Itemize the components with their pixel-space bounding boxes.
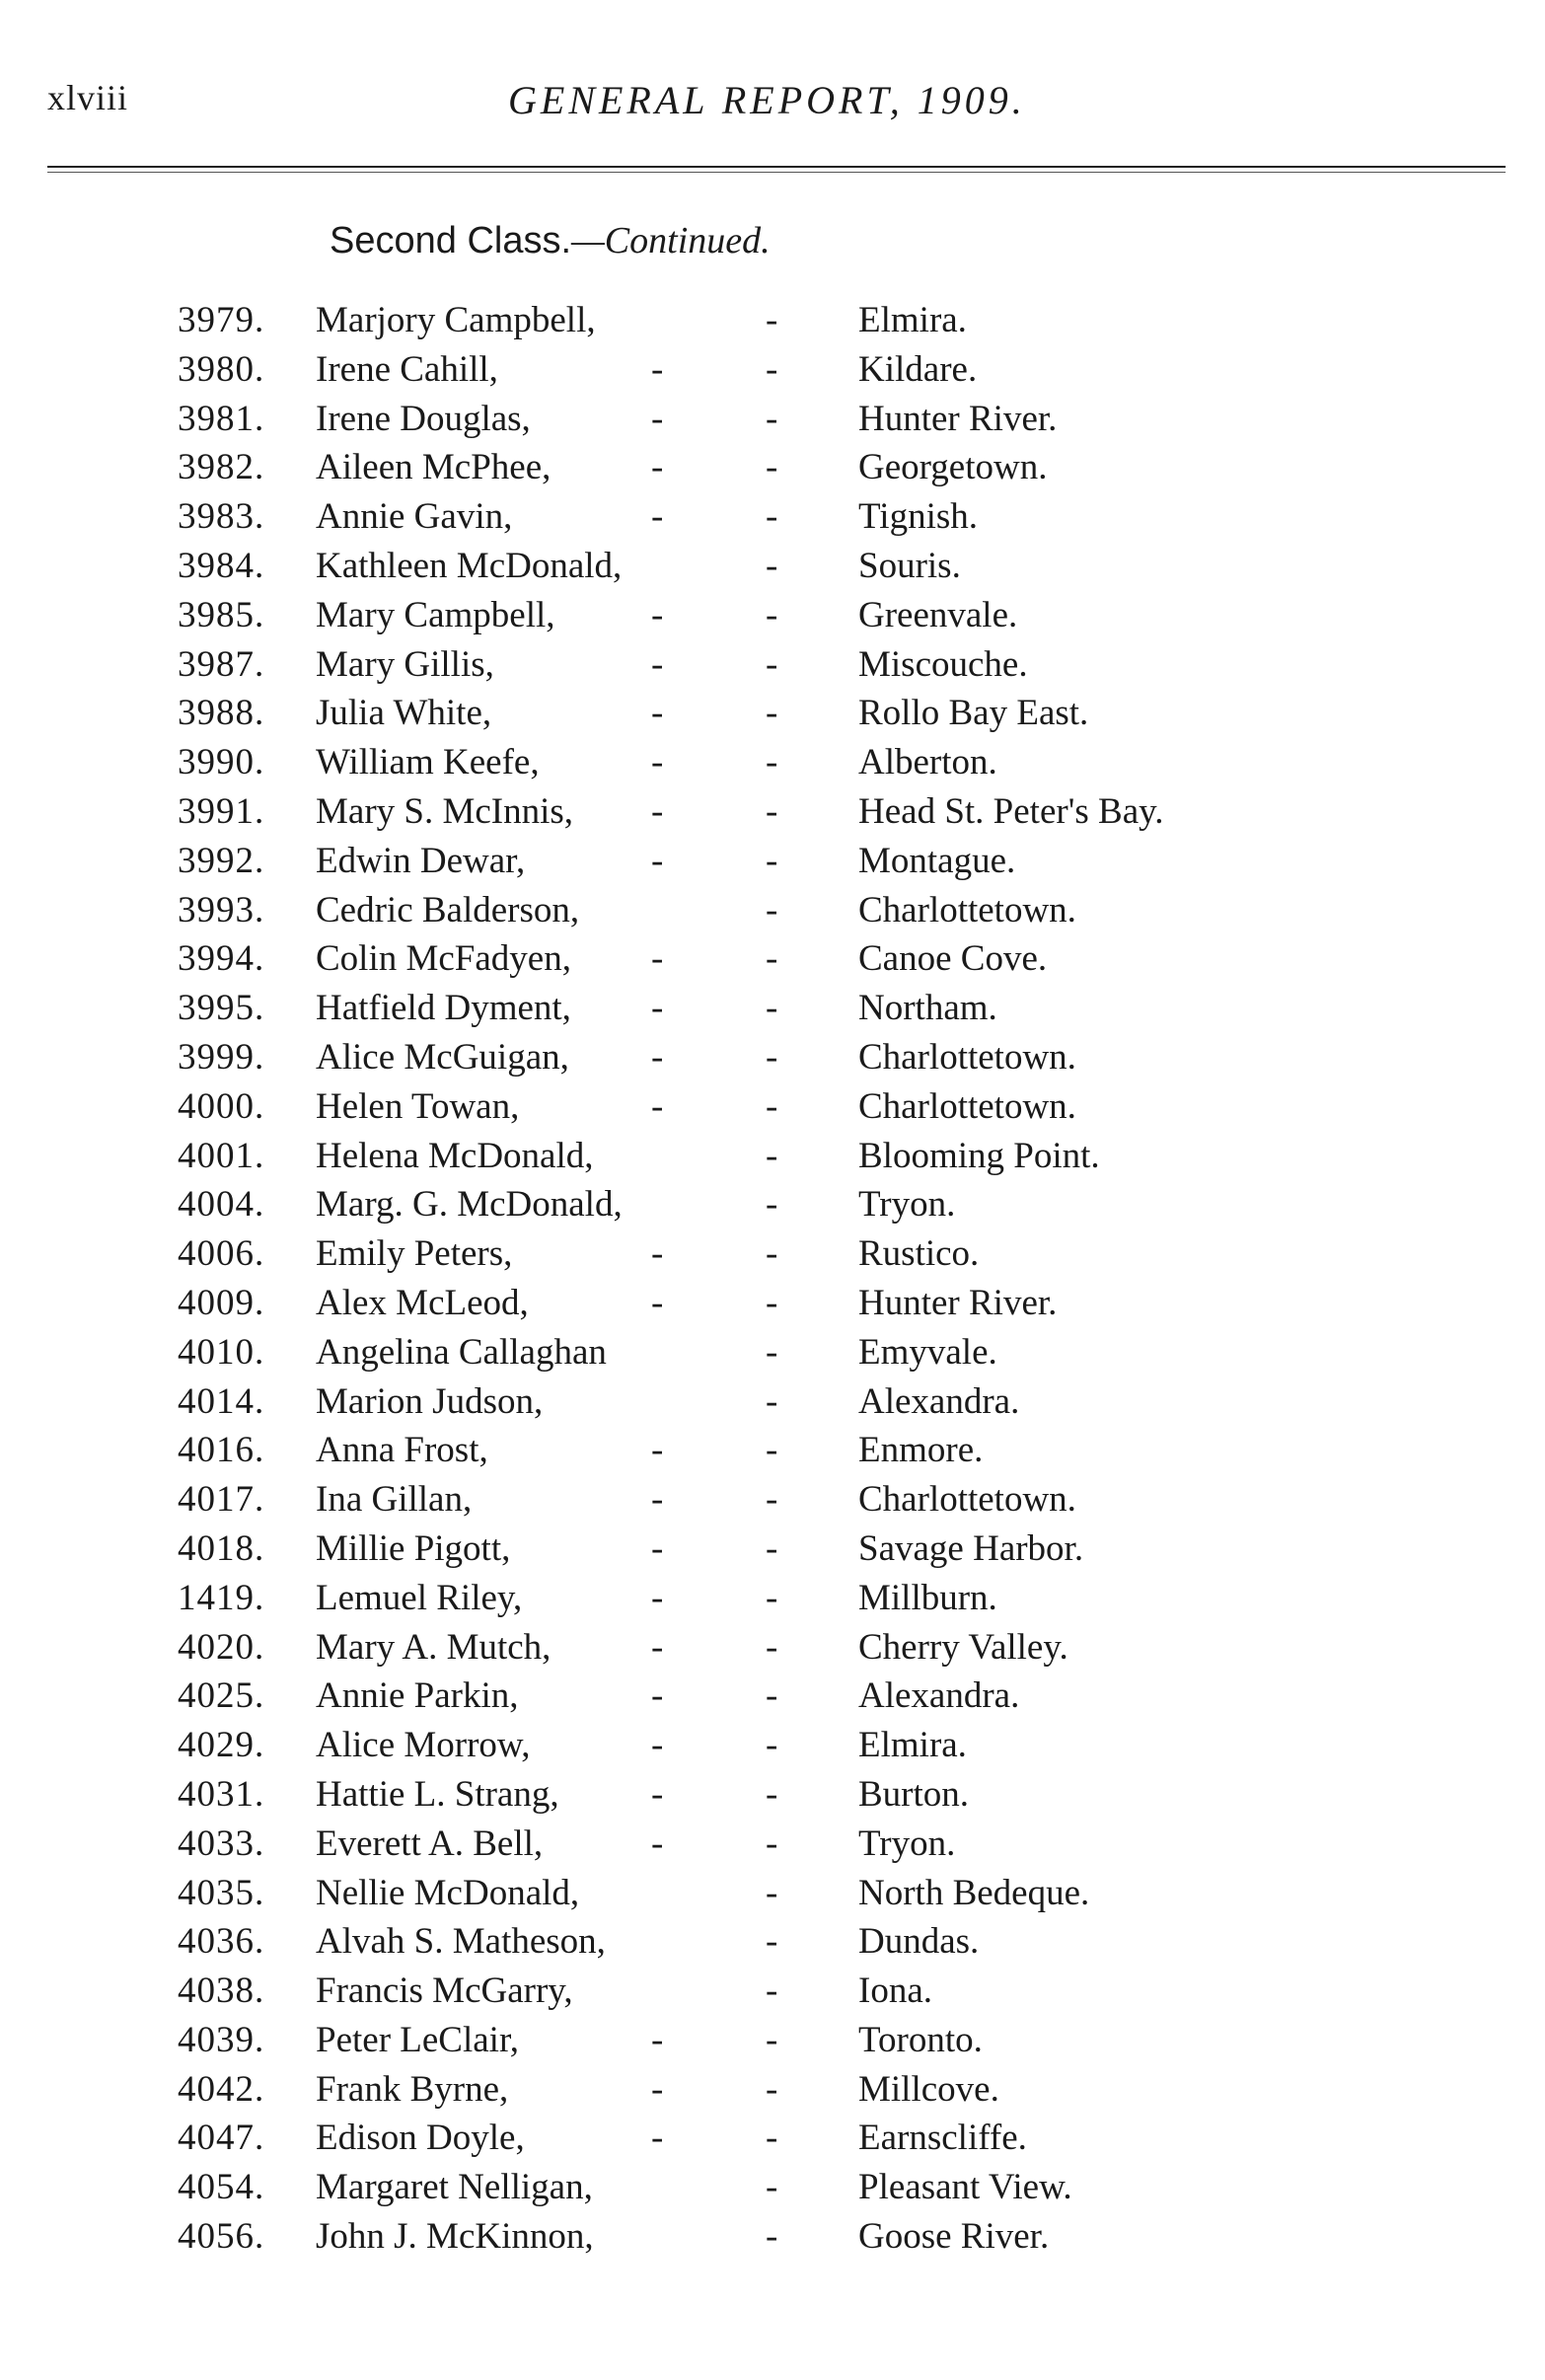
list-item bbox=[0, 1279, 1545, 1328]
entry-place: Alexandra. bbox=[858, 1380, 1020, 1422]
entry-number: 3991. bbox=[178, 790, 265, 832]
entry-dash: - bbox=[766, 889, 778, 930]
entry-place: Rustico. bbox=[858, 1233, 980, 1275]
entry-dash: - bbox=[766, 1872, 778, 1913]
list-item bbox=[0, 984, 1545, 1033]
entry-dash: - bbox=[766, 2118, 778, 2159]
entry-number: 3992. bbox=[178, 840, 265, 881]
entry-place: Head St. Peter's Bay. bbox=[858, 790, 1164, 832]
entry-name: Alice Morrow, bbox=[316, 1725, 531, 1766]
entry-number: 4029. bbox=[178, 1725, 265, 1766]
entry-dash: - bbox=[651, 1626, 664, 1668]
list-item bbox=[0, 1426, 1545, 1475]
entry-name: Marjory Campbell, bbox=[316, 300, 596, 340]
list-item bbox=[0, 395, 1545, 444]
entry-name: Mary Campbell, bbox=[316, 594, 555, 635]
entry-dash: - bbox=[766, 300, 778, 340]
entry-dash: - bbox=[766, 1971, 778, 2012]
entry-dash: - bbox=[651, 1577, 664, 1618]
entry-dash: - bbox=[766, 398, 778, 439]
entry-place: Greenvale. bbox=[858, 594, 1018, 635]
list-item bbox=[0, 443, 1545, 492]
list-item bbox=[0, 1869, 1545, 1918]
entry-number: 4016. bbox=[178, 1430, 265, 1471]
list-item bbox=[0, 492, 1545, 542]
list-item bbox=[0, 1770, 1545, 1820]
entry-name: Lemuel Riley, bbox=[316, 1577, 523, 1618]
entry-dash: - bbox=[651, 742, 664, 783]
entry-dash: - bbox=[766, 545, 778, 586]
entry-place: Georgetown. bbox=[858, 447, 1048, 488]
entry-name: Nellie McDonald, bbox=[316, 1872, 580, 1913]
entry-dash: - bbox=[766, 643, 778, 685]
entry-dash: - bbox=[766, 1675, 778, 1717]
entry-dash: - bbox=[766, 1527, 778, 1569]
entry-dash: - bbox=[766, 2167, 778, 2208]
entry-dash: - bbox=[766, 1331, 778, 1373]
list-item bbox=[0, 1475, 1545, 1525]
entry-dash: - bbox=[651, 496, 664, 538]
entry-dash: - bbox=[766, 1135, 778, 1176]
entry-dash: - bbox=[651, 1085, 664, 1127]
entry-number: 4004. bbox=[178, 1184, 265, 1226]
entry-name: Peter LeClair, bbox=[316, 2019, 520, 2060]
entry-dash: - bbox=[651, 1233, 664, 1275]
entry-place: Enmore. bbox=[858, 1430, 984, 1471]
entry-name: Annie Gavin, bbox=[316, 496, 513, 538]
running-title: GENERAL REPORT, 1909. bbox=[508, 78, 1026, 122]
entry-place: Kildare. bbox=[858, 348, 978, 390]
entry-number: 4018. bbox=[178, 1527, 265, 1569]
entry-name: Marg. G. McDonald, bbox=[316, 1184, 623, 1226]
entry-name: Angelina Callaghan bbox=[316, 1331, 607, 1373]
page-number: xlviii bbox=[47, 78, 129, 117]
entry-dash: - bbox=[651, 1822, 664, 1864]
entry-name: Edison Doyle, bbox=[316, 2118, 525, 2159]
entry-number: 4017. bbox=[178, 1479, 265, 1521]
list-item bbox=[0, 640, 1545, 690]
entry-number: 4054. bbox=[178, 2167, 265, 2208]
list-item bbox=[0, 2212, 1545, 2262]
entry-number: 4038. bbox=[178, 1971, 265, 2012]
entry-dash: - bbox=[766, 790, 778, 832]
entry-dash: - bbox=[651, 1527, 664, 1569]
list-item bbox=[0, 1967, 1545, 2016]
entry-dash: - bbox=[766, 1430, 778, 1471]
entry-name: Annie Parkin, bbox=[316, 1675, 519, 1717]
list-item bbox=[0, 542, 1545, 591]
entry-dash: - bbox=[766, 1085, 778, 1127]
entry-dash: - bbox=[651, 447, 664, 488]
entry-number: 3994. bbox=[178, 938, 265, 980]
entry-place: Tryon. bbox=[858, 1822, 956, 1864]
entry-name: Francis McGarry, bbox=[316, 1971, 573, 2012]
entry-name: Everett A. Bell, bbox=[316, 1822, 544, 1864]
list-item bbox=[0, 1132, 1545, 1181]
list-item bbox=[0, 2114, 1545, 2163]
entry-place: Alberton. bbox=[858, 742, 997, 783]
entry-place: Charlottetown. bbox=[858, 1479, 1076, 1521]
entry-number: 4020. bbox=[178, 1626, 265, 1668]
entry-place: Elmira. bbox=[858, 1725, 967, 1766]
entry-dash: - bbox=[651, 1479, 664, 1521]
entry-dash: - bbox=[651, 1282, 664, 1323]
entry-number: 4035. bbox=[178, 1872, 265, 1913]
list-item bbox=[0, 1672, 1545, 1721]
entry-dash: - bbox=[766, 742, 778, 783]
entry-place: North Bedeque. bbox=[858, 1872, 1090, 1913]
list-item bbox=[0, 886, 1545, 935]
entry-place: Tryon. bbox=[858, 1184, 956, 1226]
list-item bbox=[0, 1525, 1545, 1574]
entry-dash: - bbox=[766, 447, 778, 488]
list-item bbox=[0, 591, 1545, 640]
entry-dash: - bbox=[766, 2216, 778, 2258]
entry-number: 4039. bbox=[178, 2019, 265, 2060]
entry-dash: - bbox=[651, 643, 664, 685]
list-item bbox=[0, 296, 1545, 345]
section-heading bbox=[330, 219, 771, 262]
entry-place: Miscouche. bbox=[858, 643, 1028, 685]
entry-dash: - bbox=[651, 693, 664, 734]
entry-name: Edwin Dewar, bbox=[316, 840, 526, 881]
entry-number: 3990. bbox=[178, 742, 265, 783]
entry-dash: - bbox=[766, 1577, 778, 1618]
entry-dash: - bbox=[651, 1036, 664, 1078]
entry-dash: - bbox=[766, 1380, 778, 1422]
entry-dash: - bbox=[651, 348, 664, 390]
entry-number: 3988. bbox=[178, 693, 265, 734]
entry-number: 4042. bbox=[178, 2068, 265, 2110]
entry-dash: - bbox=[766, 1036, 778, 1078]
entry-number: 4056. bbox=[178, 2216, 265, 2258]
entry-place: Montague. bbox=[858, 840, 1016, 881]
list-item bbox=[0, 1328, 1545, 1377]
entry-place: Millcove. bbox=[858, 2068, 999, 2110]
entry-place: Hunter River. bbox=[858, 1282, 1058, 1323]
entry-place: Blooming Point. bbox=[858, 1135, 1100, 1176]
entry-place: Northam. bbox=[858, 988, 997, 1029]
entry-place: Iona. bbox=[858, 1971, 932, 2012]
page-header bbox=[0, 77, 1545, 136]
entry-dash: - bbox=[766, 1233, 778, 1275]
list-item bbox=[0, 689, 1545, 738]
entry-name: Marion Judson, bbox=[316, 1380, 544, 1422]
entry-dash: - bbox=[766, 1282, 778, 1323]
entry-place: Rollo Bay East. bbox=[858, 693, 1089, 734]
list-item bbox=[0, 1721, 1545, 1770]
entry-name: Hattie L. Strang, bbox=[316, 1773, 559, 1815]
entry-dash: - bbox=[766, 840, 778, 881]
entry-place: Savage Harbor. bbox=[858, 1527, 1084, 1569]
entry-dash: - bbox=[651, 1675, 664, 1717]
entry-place: Canoe Cove. bbox=[858, 938, 1048, 980]
entry-place: Tignish. bbox=[858, 496, 979, 538]
entry-dash: - bbox=[651, 1430, 664, 1471]
list-item bbox=[0, 1033, 1545, 1082]
entry-number: 3985. bbox=[178, 594, 265, 635]
list-item bbox=[0, 1082, 1545, 1132]
list-item bbox=[0, 738, 1545, 787]
header-rule bbox=[47, 166, 1506, 168]
entry-number: 3993. bbox=[178, 889, 265, 930]
entry-dash: - bbox=[766, 594, 778, 635]
entry-number: 4000. bbox=[178, 1085, 265, 1127]
entry-place: Charlottetown. bbox=[858, 1036, 1076, 1078]
entry-dash: - bbox=[766, 2068, 778, 2110]
entry-number: 4031. bbox=[178, 1773, 265, 1815]
entry-name: Julia White, bbox=[316, 693, 492, 734]
list-item bbox=[0, 934, 1545, 984]
entry-name: Colin McFadyen, bbox=[316, 938, 571, 980]
entry-dash: - bbox=[766, 1773, 778, 1815]
list-item bbox=[0, 787, 1545, 837]
entry-name: Ina Gillan, bbox=[316, 1479, 473, 1521]
entry-place: Toronto. bbox=[858, 2019, 983, 2060]
entry-dash: - bbox=[651, 594, 664, 635]
entry-name: John J. McKinnon, bbox=[316, 2216, 594, 2258]
entry-place: Alexandra. bbox=[858, 1675, 1020, 1717]
entry-number: 3982. bbox=[178, 447, 265, 488]
entry-number: 3995. bbox=[178, 988, 265, 1029]
list-item bbox=[0, 2065, 1545, 2115]
list-item bbox=[0, 1820, 1545, 1869]
entry-name: Helena McDonald, bbox=[316, 1135, 594, 1176]
list-item bbox=[0, 1229, 1545, 1279]
entry-dash: - bbox=[651, 1725, 664, 1766]
entry-dash: - bbox=[766, 1626, 778, 1668]
entry-dash: - bbox=[766, 2019, 778, 2060]
section-continued: —Continued. bbox=[571, 220, 771, 261]
entry-dash: - bbox=[766, 1479, 778, 1521]
entry-list bbox=[0, 296, 1545, 2262]
entry-name: Cedric Balderson, bbox=[316, 889, 580, 930]
entry-name: Hatfield Dyment, bbox=[316, 988, 571, 1029]
section-title: Second Class. bbox=[330, 220, 572, 261]
entry-dash: - bbox=[766, 988, 778, 1029]
entry-number: 4033. bbox=[178, 1822, 265, 1864]
entry-dash: - bbox=[766, 1822, 778, 1864]
entry-name: Alice McGuigan, bbox=[316, 1036, 569, 1078]
entry-dash: - bbox=[766, 693, 778, 734]
entry-place: Cherry Valley. bbox=[858, 1626, 1068, 1668]
entry-place: Hunter River. bbox=[858, 398, 1058, 439]
entry-dash: - bbox=[766, 1184, 778, 1226]
list-item bbox=[0, 2016, 1545, 2065]
list-item bbox=[0, 2163, 1545, 2212]
entry-place: Burton. bbox=[858, 1773, 970, 1815]
list-item bbox=[0, 1917, 1545, 1967]
entry-place: Emyvale. bbox=[858, 1331, 997, 1373]
entry-name: Irene Cahill, bbox=[316, 348, 498, 390]
entry-place: Earnscliffe. bbox=[858, 2118, 1027, 2159]
entry-number: 4036. bbox=[178, 1921, 265, 1963]
entry-dash: - bbox=[651, 2118, 664, 2159]
entry-name: Alvah S. Matheson, bbox=[316, 1921, 606, 1963]
entry-dash: - bbox=[766, 1921, 778, 1963]
entry-dash: - bbox=[651, 988, 664, 1029]
entry-dash: - bbox=[651, 1773, 664, 1815]
entry-number: 4047. bbox=[178, 2118, 265, 2159]
entry-name: Millie Pigott, bbox=[316, 1527, 511, 1569]
entry-number: 3981. bbox=[178, 398, 265, 439]
entry-number: 1419. bbox=[178, 1577, 265, 1618]
entry-place: Charlottetown. bbox=[858, 1085, 1076, 1127]
list-item bbox=[0, 1574, 1545, 1623]
list-item bbox=[0, 1377, 1545, 1427]
entry-name: William Keefe, bbox=[316, 742, 540, 783]
entry-name: Irene Douglas, bbox=[316, 398, 531, 439]
entry-dash: - bbox=[651, 840, 664, 881]
list-item bbox=[0, 345, 1545, 395]
entry-number: 4025. bbox=[178, 1675, 265, 1717]
entry-name: Frank Byrne, bbox=[316, 2068, 509, 2110]
entry-place: Dundas. bbox=[858, 1921, 980, 1963]
entry-name: Anna Frost, bbox=[316, 1430, 488, 1471]
entry-place: Pleasant View. bbox=[858, 2167, 1072, 2208]
entry-number: 4006. bbox=[178, 1233, 265, 1275]
entry-place: Elmira. bbox=[858, 300, 967, 340]
header-rule-thin bbox=[47, 172, 1506, 173]
entry-place: Millburn. bbox=[858, 1577, 997, 1618]
entry-place: Goose River. bbox=[858, 2216, 1050, 2258]
entry-dash: - bbox=[766, 496, 778, 538]
entry-place: Charlottetown. bbox=[858, 889, 1076, 930]
entry-name: Margaret Nelligan, bbox=[316, 2167, 593, 2208]
entry-dash: - bbox=[651, 2068, 664, 2110]
list-item bbox=[0, 1180, 1545, 1229]
entry-number: 4009. bbox=[178, 1282, 265, 1323]
entry-dash: - bbox=[651, 2019, 664, 2060]
entry-dash: - bbox=[766, 1725, 778, 1766]
entry-place: Souris. bbox=[858, 545, 961, 586]
entry-name: Kathleen McDonald, bbox=[316, 545, 623, 586]
entry-number: 3999. bbox=[178, 1036, 265, 1078]
entry-name: Mary A. Mutch, bbox=[316, 1626, 552, 1668]
entry-dash: - bbox=[651, 398, 664, 439]
entry-name: Mary S. McInnis, bbox=[316, 790, 574, 832]
entry-dash: - bbox=[651, 790, 664, 832]
entry-number: 3987. bbox=[178, 643, 265, 685]
entry-name: Emily Peters, bbox=[316, 1233, 513, 1275]
entry-number: 4010. bbox=[178, 1331, 265, 1373]
entry-dash: - bbox=[651, 938, 664, 980]
entry-number: 3983. bbox=[178, 496, 265, 538]
entry-name: Alex McLeod, bbox=[316, 1282, 529, 1323]
list-item bbox=[0, 1623, 1545, 1673]
entry-number: 3980. bbox=[178, 348, 265, 390]
entry-name: Helen Towan, bbox=[316, 1085, 520, 1127]
entry-dash: - bbox=[766, 938, 778, 980]
entry-dash: - bbox=[766, 348, 778, 390]
entry-number: 4001. bbox=[178, 1135, 265, 1176]
entry-name: Aileen McPhee, bbox=[316, 447, 552, 488]
entry-name: Mary Gillis, bbox=[316, 643, 494, 685]
entry-number: 4014. bbox=[178, 1380, 265, 1422]
list-item bbox=[0, 837, 1545, 886]
entry-number: 3984. bbox=[178, 545, 265, 586]
entry-number: 3979. bbox=[178, 300, 265, 340]
